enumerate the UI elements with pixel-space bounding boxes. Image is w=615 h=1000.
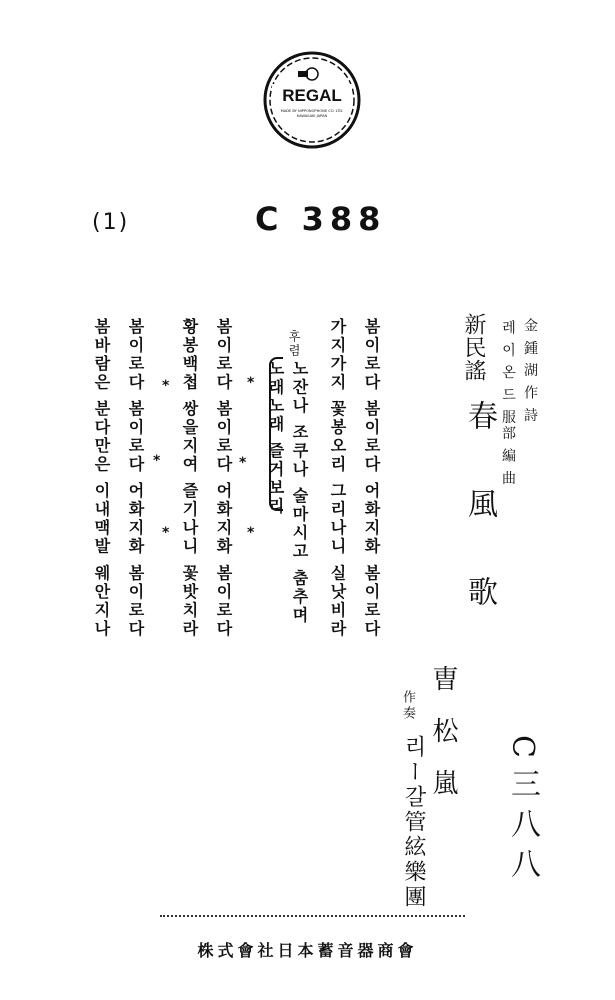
label-small-line1: MADE BY NIPPONOPHONE CO. LTD. (280, 109, 344, 113)
genre-label: 新民謠 (461, 313, 486, 382)
side-number: (1) (92, 210, 130, 235)
label-brand: REGAL (282, 86, 342, 105)
lyric-line: 노래노래 즐거보리 (266, 360, 285, 517)
lyric-line: 황봉백첩 쌍을지여 즐기나니 꽃밧치라 (180, 318, 199, 639)
lyricist-credit: 金 鍾 湖 作 詩 (522, 318, 538, 424)
star-ornament: * (162, 378, 170, 394)
label-small-line2: KAWASAKI JAPAN (296, 114, 328, 118)
lyric-line: 가지가지 꽃봉오리 그리나니 실낫비라 (328, 318, 347, 639)
star-ornament: * (239, 455, 247, 471)
arranger-credit: 레 이 온 드 服部 編 曲 (500, 320, 516, 487)
star-ornament: * (247, 525, 255, 541)
chorus-label: 후렴 (287, 330, 301, 358)
lyric-line: 봄이로다 봄이로다 어화지화 봄이로다 (362, 318, 381, 639)
song-title: 春風歌 (462, 400, 497, 664)
publisher-footer: 株式會社日本蓄音器商會 (197, 941, 418, 960)
star-ornament: * (153, 453, 161, 469)
footer-rule (160, 915, 465, 917)
singer-role: 作奏 (400, 690, 415, 722)
singer-name: 曺松嵐 (428, 665, 458, 821)
lyric-line: 봄이로다 봄이로다 어화지화 봄이로다 (126, 318, 145, 639)
lyric-line: 노잔나 조쿠나 술마시고 춤추며 (290, 360, 309, 625)
orchestra-name: 리ー갈管絃樂團 (401, 735, 426, 910)
star-ornament: * (247, 375, 255, 391)
catalog-number-kanji: C三八八 (505, 735, 540, 888)
star-ornament: * (162, 525, 170, 541)
regal-record-logo (262, 50, 362, 150)
catalog-number: C 388 (255, 200, 387, 238)
lyric-line: 봄바람은 분다만은 이내맥발 웨안지나 (92, 318, 111, 639)
lyric-line: 봄이로다 봄이로다 어화지화 봄이로다 (214, 318, 233, 639)
